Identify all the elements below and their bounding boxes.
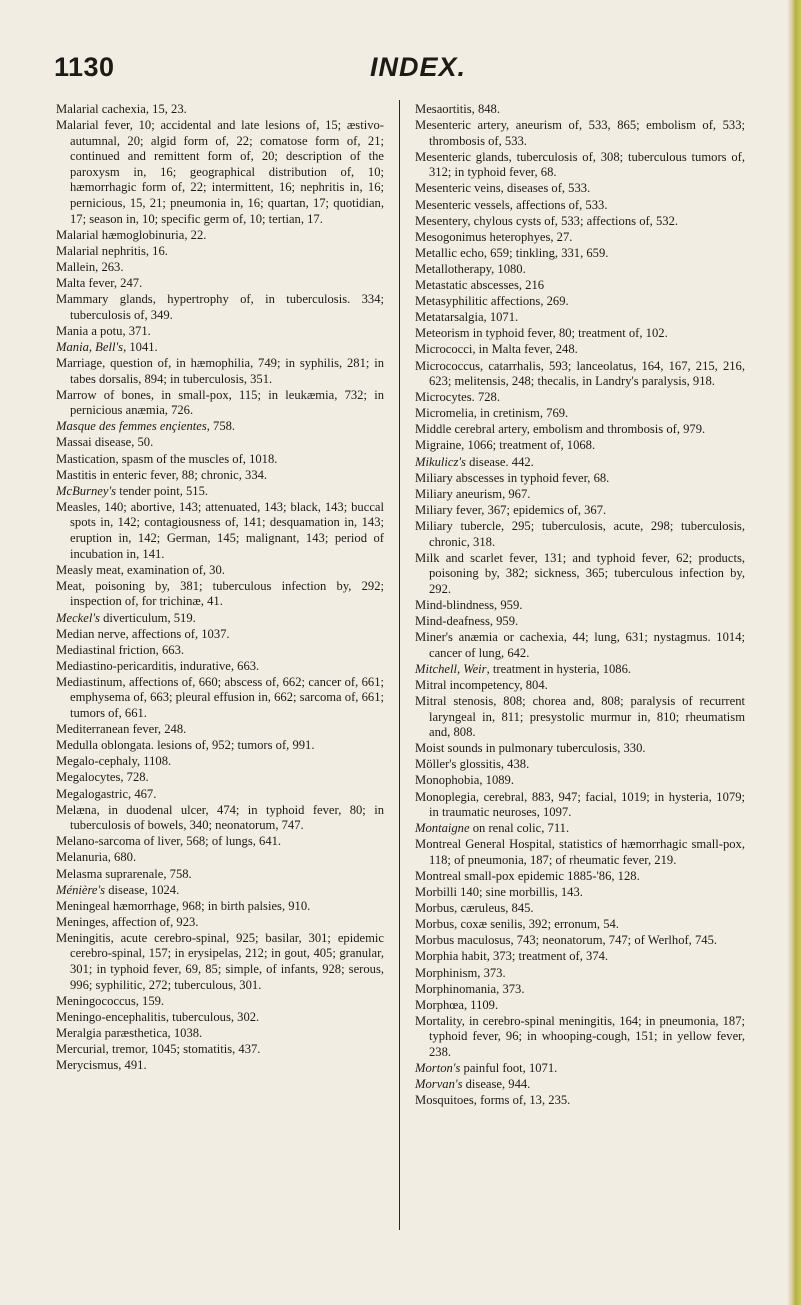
index-entry-text: Mediterranean fever, 248. (56, 722, 187, 737)
index-entry-text: Meningeal hæmorrhage, 968; in birth palsies, 910. (56, 898, 311, 913)
index-entry (415, 198, 745, 214)
index-entry-name: McBurney's (56, 483, 117, 498)
index-entry-text: Mesaortitis, 848. (415, 102, 501, 116)
index-entry-text: Miliary aneurism, 967. (415, 486, 531, 501)
index-entry-text: Morbus, coxæ senilis, 392; erronum, 54. (415, 917, 619, 932)
index-entry (415, 1077, 745, 1093)
index-entry-text: Megalocytes, 728. (56, 770, 149, 785)
index-entry-text: Malta fever, 247. (56, 276, 143, 291)
index-entry (415, 326, 745, 342)
index-entry (56, 722, 384, 738)
index-entry-text: Morphœa, 1109. (415, 997, 499, 1012)
index-entry (415, 422, 745, 438)
index-entry-name: Mikulicz's (415, 454, 466, 469)
index-entry-text: Mesenteric glands, tuberculosis of, 308; tuberculous tumors of, 312; in typhoid fever, 68. (415, 149, 745, 180)
index-entry (415, 214, 745, 230)
index-entry (56, 611, 384, 627)
index-entry (56, 388, 384, 419)
index-entry (415, 503, 745, 519)
index-entry (415, 390, 745, 406)
index-entry-text: Median nerve, affections of, 1037. (56, 626, 230, 641)
index-entry-text: disease, 1024. (105, 882, 180, 897)
index-entry (415, 455, 745, 471)
index-entry-text: Mortality, in cerebro-spinal meningitis, 164; in pneumonia, 187; typhoid fever, 96; in whooping-cough, 151; in yellow fever, 238. (415, 1013, 745, 1060)
index-entry-text: Malarial hæmoglobinuria, 22. (56, 227, 207, 242)
index-entry-text: Meningo-encephalitis, tuberculous, 302. (56, 1009, 260, 1024)
index-entry-text: Montreal small-pox epidemic 1885-'86, 128. (415, 869, 640, 883)
index-entry-name: Montaigne (415, 821, 470, 836)
index-entry-text: Meralgia paræsthetica, 1038. (56, 1025, 203, 1040)
index-entry (56, 579, 384, 610)
index-entry (56, 915, 384, 931)
index-entry-text: Mind-deafness, 959. (415, 614, 519, 628)
index-entry-text: Miliary tubercle, 295; tuberculosis, acute, 298; tuberculosis, chronic, 318. (415, 518, 745, 549)
index-entry (56, 452, 384, 468)
index-entry (56, 627, 384, 643)
index-entry-text: Middle cerebral artery, embolism and thrombosis of, 979. (415, 422, 706, 437)
index-entry (415, 294, 745, 310)
index-entry (56, 468, 384, 484)
index-entry (56, 738, 384, 754)
index-entry-text: Möller's glossitis, 438. (415, 757, 530, 772)
index-entry-name: Mania, Bell's (56, 339, 124, 354)
index-entry-text: Megalo-cephaly, 1108. (56, 754, 172, 769)
index-entry (415, 901, 745, 917)
index-entry-text: Mitral incompetency, 804. (415, 677, 548, 692)
index-entry (415, 694, 745, 741)
index-entry-text: diverticulum, 519. (99, 610, 196, 625)
index-entry-text: Marriage, question of, in hæmophilia, 749; in syphilis, 281; in tabes dorsalis, 894; in tuberculosis, 351. (56, 356, 384, 386)
index-entry (56, 1058, 384, 1074)
index-entry (415, 438, 745, 454)
index-entry (415, 757, 745, 773)
index-entry (415, 181, 745, 197)
index-entry-text: Megalogastric, 467. (56, 786, 157, 801)
index-entry (56, 276, 384, 292)
running-head: INDEX. (370, 52, 467, 82)
index-entry-text: Mania a potu, 371. (56, 323, 151, 338)
page-edge-tint (787, 0, 801, 1305)
index-entry (415, 790, 745, 821)
index-entry-text: Merycismus, 491. (56, 1058, 147, 1073)
index-entry (56, 228, 384, 244)
index-entry (415, 1061, 745, 1077)
index-entry (415, 966, 745, 982)
index-entry-text: painful foot, 1071. (460, 1061, 558, 1076)
index-entry-text: Mesentery, chylous cysts of, 533; affections of, 532. (415, 213, 679, 228)
index-entry-text: Malarial cachexia, 15, 23. (56, 102, 187, 116)
index-entry (56, 563, 384, 579)
index-entry (415, 551, 745, 598)
index-entry (56, 659, 384, 675)
index-entry-text: disease. 442. (465, 454, 534, 469)
index-entry-name: Meckel's (56, 610, 100, 625)
index-entry-name: Masque des femmes ençientes (56, 419, 207, 434)
index-entry (56, 770, 384, 786)
index-entry (56, 500, 384, 562)
index-entry-text: Morphinism, 373. (415, 965, 506, 980)
index-entry (415, 471, 745, 487)
index-entry (56, 484, 384, 500)
index-entry-text: Metatarsalgia, 1071. (415, 310, 519, 325)
index-entry-text: Mosquitoes, forms of, 13, 235. (415, 1093, 571, 1108)
index-entry-text: Milk and scarlet fever, 131; and typhoid fever, 62; products, poisoning by, 382; sickness, 365; tuberculous infection by, 292. (415, 550, 745, 596)
index-entry (56, 102, 384, 118)
index-entry-text: Melanuria, 680. (56, 850, 137, 865)
index-entry (56, 931, 384, 993)
index-entry (56, 787, 384, 803)
index-entry (56, 419, 384, 435)
index-entry-text: Mediastinal friction, 663. (56, 642, 185, 657)
index-entry-text: Mallein, 263. (56, 259, 124, 274)
index-entry-text: Metastatic abscesses, 216 (415, 278, 545, 293)
index-entry (56, 834, 384, 850)
index-entry-text: Malarial nephritis, 16. (56, 243, 168, 258)
index-entry-text: Mastication, spasm of the muscles of, 1018. (56, 451, 278, 466)
index-entry-text: Mediastinum, affections of, 660; abscess of, 662; cancer of, 661; emphysema of, 663; pleural effusion in, 662; sarcoma of, 661; tumors of, 661. (56, 674, 384, 721)
index-entry (56, 899, 384, 915)
index-entry (56, 340, 384, 356)
index-entry-text: Morbus, cæruleus, 845. (415, 901, 534, 916)
index-entry-text: Malarial fever, 10; accidental and late lesions of, 15; æstivo-autumnal, 20; algid form of, 22; comatose form of, 21; continued and remittent form of, 20; description of the paroxysm in, 16; geographical distribution of, 10; hæmorrhagic form of, 22; intermittent, 16; nephritis in, 16; pernicious, 15, 21; pneumonia in, 16; quartan, 17; quotidian, 17; season in, 10; specific germ of, 10; tertian, 17. (56, 118, 384, 226)
index-entry-text: Microcytes. 728. (415, 390, 500, 405)
page-header (54, 52, 754, 86)
index-entry (56, 244, 384, 260)
index-column-left (56, 102, 384, 1074)
index-entry-text: Moist sounds in pulmonary tuberculosis, 330. (415, 741, 646, 756)
index-entry-text: Monoplegia, cerebral, 883, 947; facial, 1019; in hysteria, 1079; in traumatic neuroses, 1097. (415, 789, 745, 820)
index-entry (415, 359, 745, 390)
index-entry (415, 998, 745, 1014)
index-entry (415, 837, 745, 868)
index-entry (415, 278, 745, 294)
index-entry (415, 102, 745, 118)
index-entry-text: Morphinomania, 373. (415, 981, 525, 996)
index-entry-text: Metallotherapy, 1080. (415, 261, 526, 276)
index-entry-text: Meat, poisoning by, 381; tuberculous infection by, 292; inspection of, for trichinæ, 41. (56, 578, 384, 609)
index-entry (415, 741, 745, 757)
index-entry-name: Mitchell, Weir (415, 661, 487, 676)
index-entry-text: Melano-sarcoma of liver, 568; of lungs, 641. (56, 834, 282, 849)
index-entry (415, 406, 745, 422)
index-entry-text: Morbilli 140; sine morbillis, 143. (415, 885, 583, 900)
index-entry-text: Massai disease, 50. (56, 435, 154, 450)
index-entry (415, 933, 745, 949)
index-entry-text: Morbus maculosus, 743; neonatorum, 747; of Werlhof, 745. (415, 933, 718, 948)
index-entry (56, 867, 384, 883)
index-entry-text: Meninges, affection of, 923. (56, 914, 199, 929)
index-entry (56, 1042, 384, 1058)
index-entry-text: Micrococci, in Malta fever, 248. (415, 342, 578, 357)
index-entry (415, 1093, 745, 1109)
index-entry (415, 118, 745, 149)
column-divider (399, 100, 400, 1230)
index-entry (415, 230, 745, 246)
index-entry (415, 949, 745, 965)
index-entry-text: Mercurial, tremor, 1045; stomatitis, 437. (56, 1042, 261, 1057)
index-entry-text: Mesenteric artery, aneurism of, 533, 865; embolism of, 533; thrombosis of, 533. (415, 118, 745, 148)
index-entry-text: , 758. (206, 419, 236, 434)
index-entry-text: on renal colic, 711. (469, 821, 570, 836)
index-entry-text: Micrococcus, catarrhalis, 593; lanceolatus, 164, 167, 215, 216, 623; melitensis, 248; thecalis, in Landry's paralysis, 918. (415, 358, 745, 389)
index-entry (415, 917, 745, 933)
index-entry (415, 678, 745, 694)
index-entry-name: Morton's (415, 1061, 461, 1076)
index-entry (415, 262, 745, 278)
index-entry (56, 803, 384, 834)
index-entry-text: Mammary glands, hypertrophy of, in tuberculosis. 334; tuberculosis of, 349. (56, 292, 384, 322)
index-entry (415, 869, 745, 885)
index-entry (415, 614, 745, 630)
index-entry (415, 1014, 745, 1061)
index-entry (415, 630, 745, 661)
index-entry-text: Miliary abscesses in typhoid fever, 68. (415, 470, 610, 485)
index-entry-text: Migraine, 1066; treatment of, 1068. (415, 438, 596, 453)
index-entry (56, 118, 384, 227)
index-entry (56, 356, 384, 387)
index-entry (415, 821, 745, 837)
index-entry (415, 885, 745, 901)
index-entry-name: Ménière's (56, 882, 106, 897)
index-entry (56, 675, 384, 722)
index-entry-text: Meteorism in typhoid fever, 80; treatment of, 102. (415, 326, 668, 341)
index-entry (415, 982, 745, 998)
page-number: 1130 (54, 52, 115, 82)
index-entry-text: tender point, 515. (116, 483, 209, 498)
index-entry (415, 662, 745, 678)
index-column-right (415, 102, 745, 1109)
index-entry-text: Metasyphilitic affections, 269. (415, 294, 569, 309)
index-entry-text: Mediastino-pericarditis, indurative, 663. (56, 658, 260, 673)
index-entry-text: Mastitis in enteric fever, 88; chronic, 334. (56, 467, 268, 482)
index-entry-name: Morvan's (415, 1077, 463, 1092)
index-entry-text: Mesenteric vessels, affections of, 533. (415, 197, 608, 212)
index-entry-text: Micromelia, in cretinism, 769. (415, 406, 569, 421)
index-entry (415, 773, 745, 789)
index-entry-text: , 1041. (123, 339, 158, 354)
index-entry (415, 487, 745, 503)
index-entry-text: Morphia habit, 373; treatment of, 374. (415, 949, 609, 964)
index-entry (56, 850, 384, 866)
index-entry (56, 754, 384, 770)
index-entry-text: disease, 944. (462, 1077, 531, 1092)
index-entry-text: Measly meat, examination of, 30. (56, 562, 225, 577)
index-entry-text: Metallic echo, 659; tinkling, 331, 659. (415, 245, 609, 260)
index-entry-text: , treatment in hysteria, 1086. (486, 661, 632, 676)
index-entry (56, 994, 384, 1010)
index-entry-text: Melæna, in duodenal ulcer, 474; in typhoid fever, 80; in tuberculosis of bowels, 340; neonatorum, 747. (56, 802, 384, 833)
index-entry-text: Montreal General Hospital, statistics of hæmorrhagic small-pox, 118; of pneumonia, 187; of rheumatic fever, 219. (415, 837, 745, 867)
index-entry-text: Meningitis, acute cerebro-spinal, 925; basilar, 301; epidemic cerebro-spinal, 157; in erysipelas, 212; in gout, 405; granular, 301; in typhoid fever, 69, 85; simple, of infants, 928; serous, 996; syphilitic, 272; tuberculous, 301. (56, 930, 384, 992)
index-entry (415, 310, 745, 326)
index-entry (56, 435, 384, 451)
index-entry-text: Monophobia, 1089. (415, 773, 514, 788)
index-entry-text: Mitral stenosis, 808; chorea and, 808; paralysis of recurrent laryngeal in, 811; presystolic murmur in, 810; rheumatism and, 808. (415, 693, 745, 740)
index-entry-text: Miliary fever, 367; epidemics of, 367. (415, 502, 607, 517)
index-entry (415, 342, 745, 358)
index-entry-text: Mesogonimus heterophyes, 27. (415, 229, 573, 244)
index-entry-text: Medulla oblongata. lesions of, 952; tumors of, 991. (56, 738, 315, 753)
index-entry-text: Mind-blindness, 959. (415, 597, 523, 612)
index-entry (56, 1026, 384, 1042)
index-entry (56, 643, 384, 659)
index-entry (56, 260, 384, 276)
index-entry (415, 519, 745, 550)
index-entry (56, 292, 384, 323)
index-entry-text: Marrow of bones, in small-pox, 115; in leukæmia, 732; in pernicious anæmia, 726. (56, 387, 384, 418)
index-entry-text: Measles, 140; abortive, 143; attenuated, 143; black, 143; buccal spots in, 142; contagiousness of, 141; desquamation in, 143; eruption in, 142; German, 145; malignant, 143; period of incubation in, 141. (56, 499, 384, 561)
index-entry (56, 324, 384, 340)
index-entry (415, 598, 745, 614)
index-entry-text: Meningococcus, 159. (56, 993, 165, 1008)
index-entry-text: Mesenteric veins, diseases of, 533. (415, 181, 591, 196)
index-entry-text: Melasma suprarenale, 758. (56, 866, 192, 881)
index-entry (56, 1010, 384, 1026)
index-entry (56, 883, 384, 899)
index-entry (415, 246, 745, 262)
index-entry-text: Miner's anæmia or cachexia, 44; lung, 631; nystagmus. 1014; cancer of lung, 642. (415, 630, 745, 660)
index-entry (415, 150, 745, 181)
